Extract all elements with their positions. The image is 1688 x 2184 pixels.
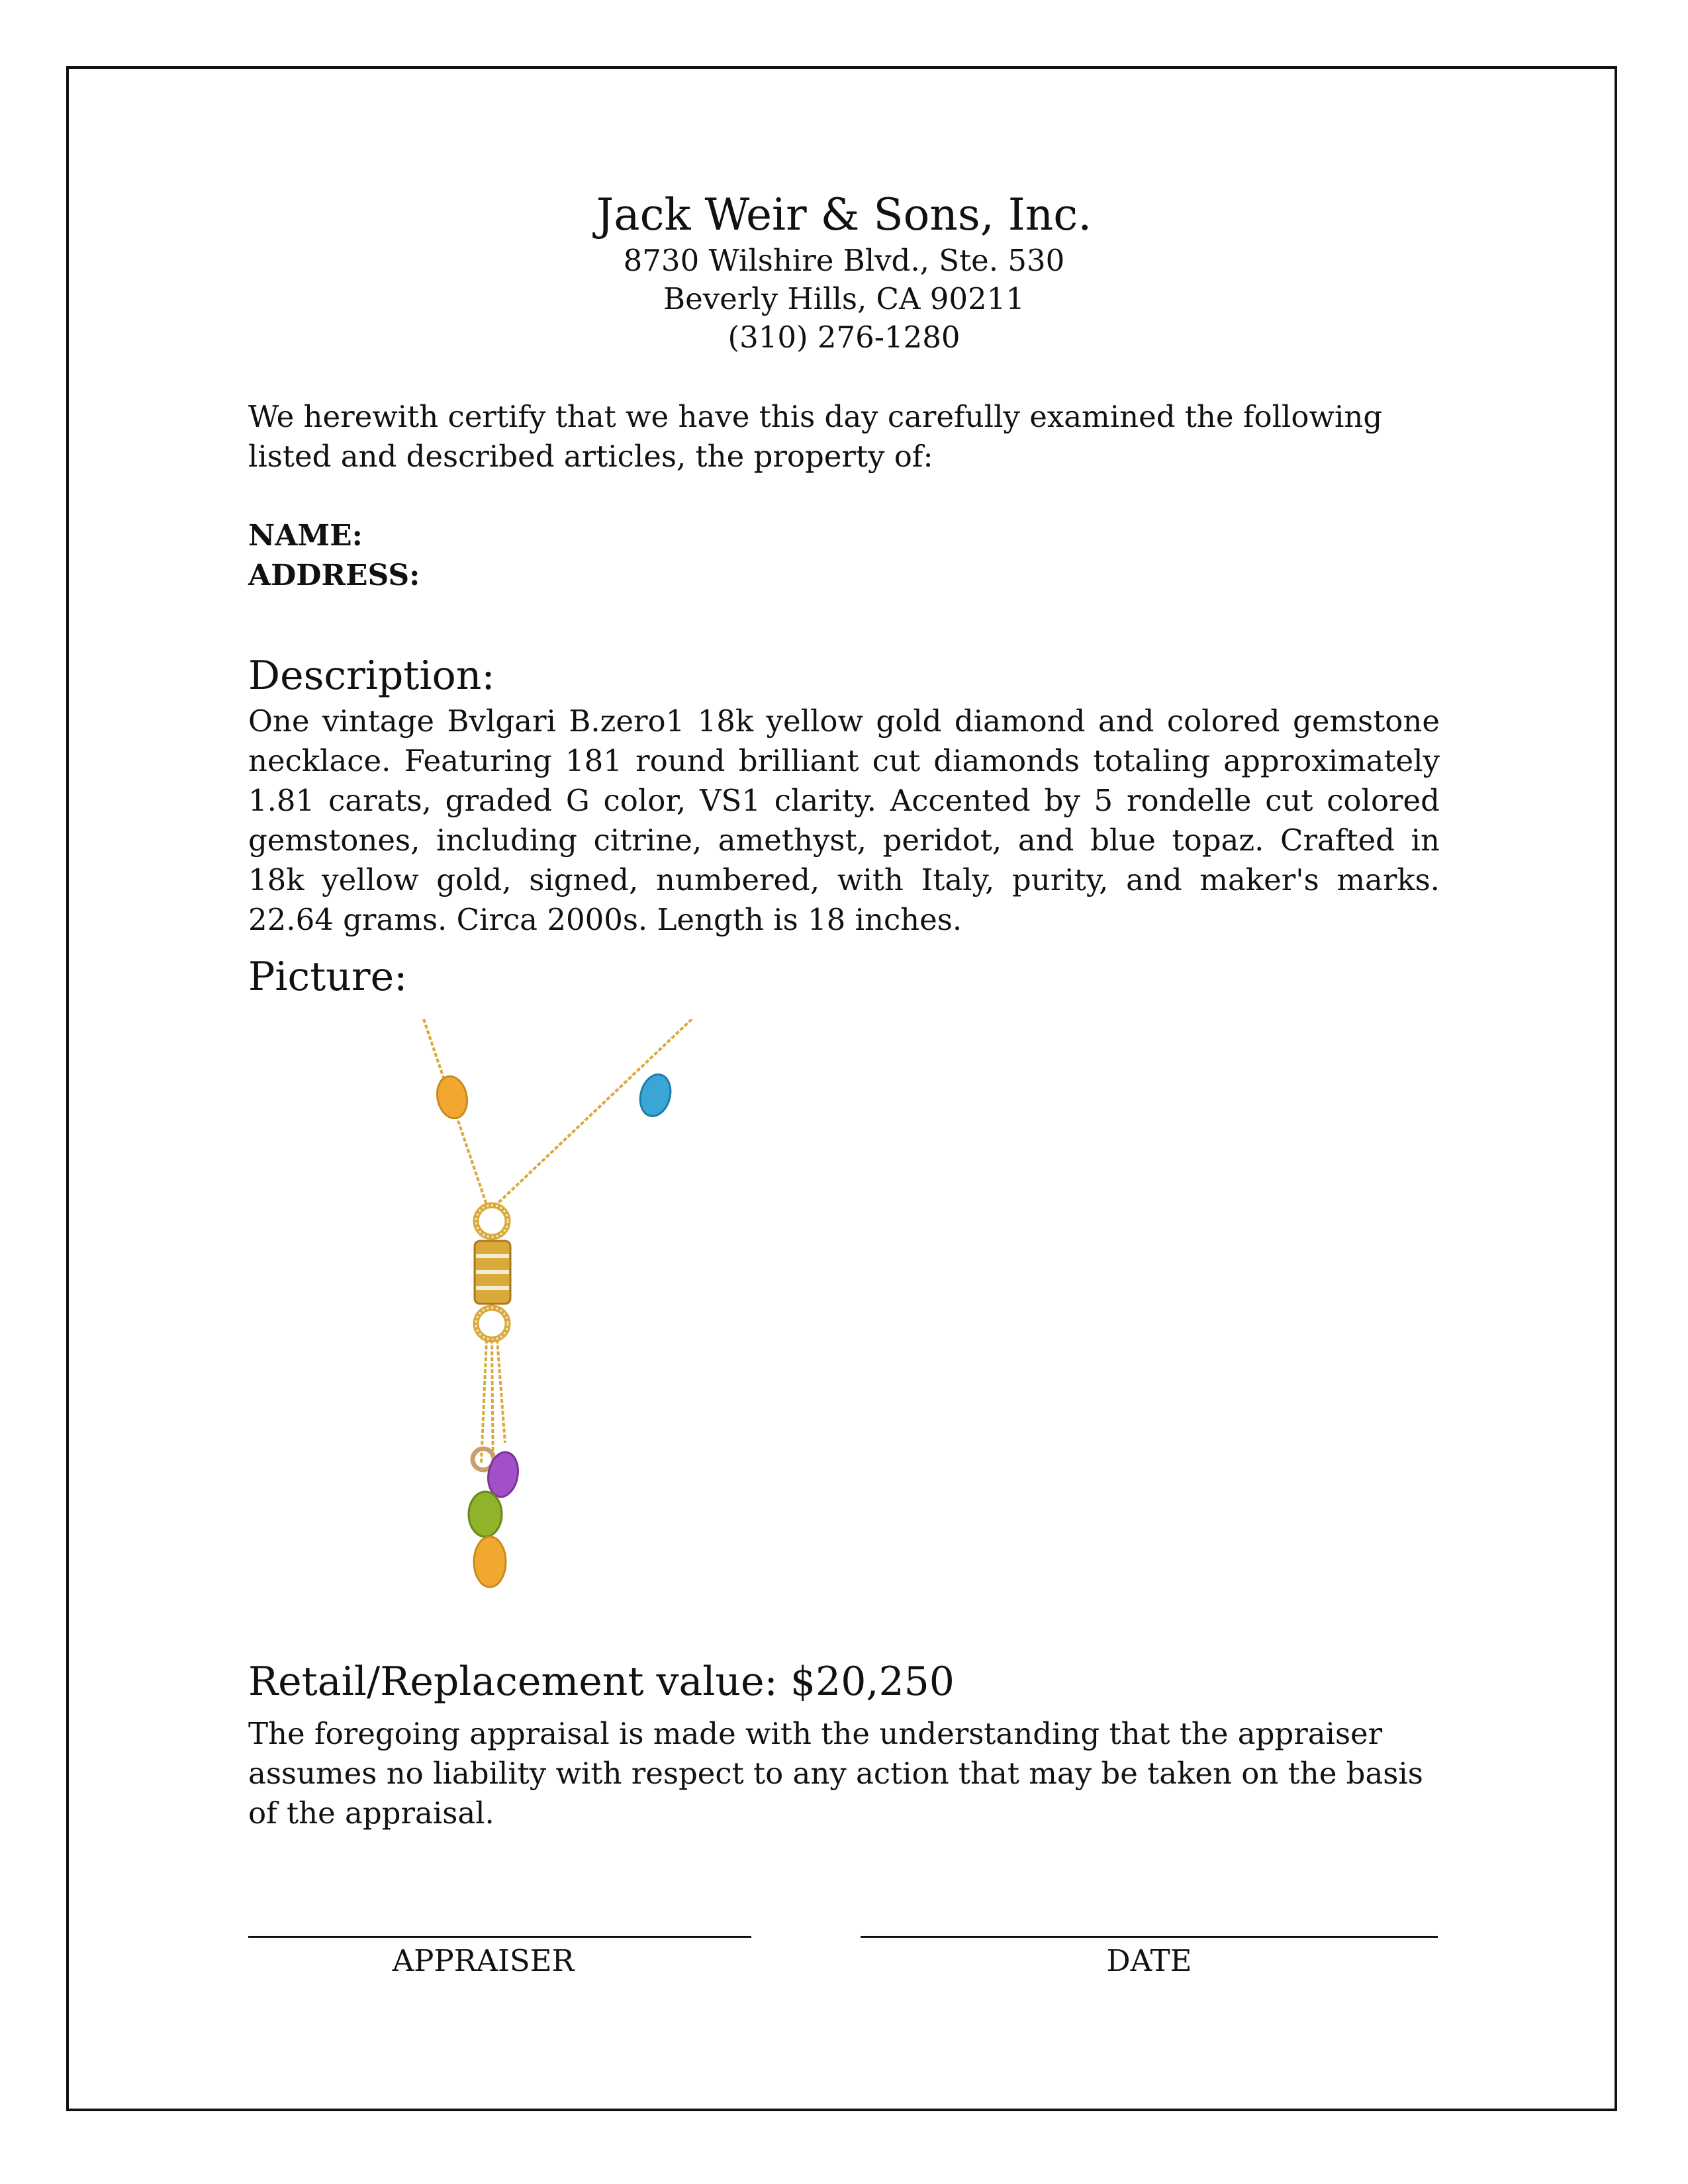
certification-statement: We herewith certify that we have this day carefully examined the following listed and described articles, the property of: bbox=[248, 399, 1383, 474]
retail-value-amount: $20,250 bbox=[790, 1659, 955, 1705]
address-label: ADDRESS: bbox=[248, 559, 420, 592]
description-text: One vintage Bvlgari B.zero1 18k yellow gold diamond and colored gemstone necklace. Featuring 181 round brilliant cut diamonds totaling approximately 1.81 carats, graded G color, VS1 clarity. Accented by 5 rondelle cut colored gemstones, including citrine, amethyst, peridot, and blue topaz. Crafted in 18k yellow gold, signed, numbered, with Italy, purity, and maker's marks. 22.64 grams. Circa 2000s. Length is 18 inches. bbox=[248, 704, 1440, 937]
citrine-drop-gem bbox=[474, 1537, 506, 1587]
street-address: 8730 Wilshire Blvd., Ste. 530 bbox=[623, 243, 1065, 278]
retail-value bbox=[248, 1658, 955, 1706]
retail-value-label: Retail/Replacement value: bbox=[248, 1659, 778, 1705]
company-name: Jack Weir & Sons, Inc. bbox=[596, 189, 1092, 240]
blue-topaz-gem bbox=[635, 1071, 675, 1119]
date-label: DATE bbox=[1106, 1943, 1192, 1978]
date-signature-line bbox=[861, 1936, 1438, 1938]
letterhead bbox=[0, 189, 1688, 357]
peridot-gem bbox=[469, 1492, 502, 1537]
owner-fields bbox=[248, 516, 420, 596]
description-heading: Description: bbox=[248, 653, 495, 699]
picture-heading: Picture: bbox=[248, 954, 408, 1000]
phone-number: (310) 276-1280 bbox=[727, 320, 961, 355]
city-state-zip: Beverly Hills, CA 90211 bbox=[663, 281, 1025, 316]
necklace-picture bbox=[420, 1019, 705, 1595]
disclaimer-text: The foregoing appraisal is made with the understanding that the appraiser assumes no liability with respect to any action that may be taken on the basis of the appraisal. bbox=[248, 1716, 1423, 1831]
citrine-gem bbox=[434, 1073, 471, 1121]
name-label: NAME: bbox=[248, 519, 363, 553]
appraiser-signature-line bbox=[248, 1936, 751, 1938]
appraiser-label: APPRAISER bbox=[392, 1943, 575, 1978]
